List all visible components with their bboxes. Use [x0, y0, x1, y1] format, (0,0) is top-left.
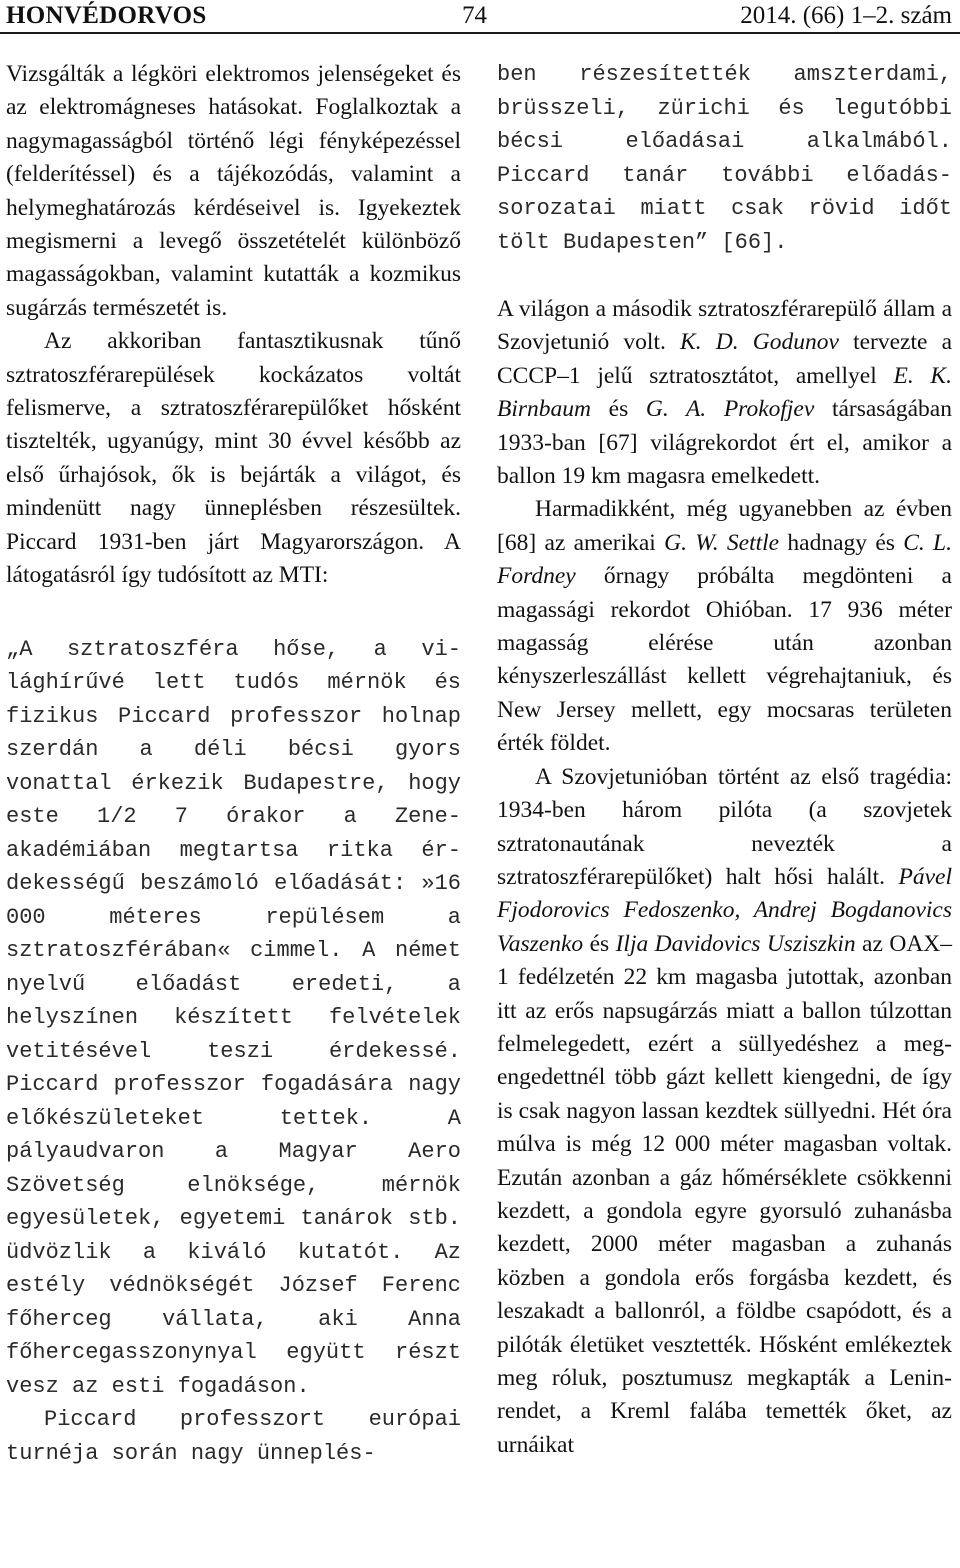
paragraph-research: Vizsgálták a légköri elektromos jelenségeket és az elektromágneses hatásokat. Foglalkoztak a nagymagasságból történő légi fényképezéssel (felderítéssel) és a tájékozódás, valamint a helymeghatározás kérdéseivel is. Igyekeztek megismerni a levegő összetételét különböző magasságokban, valamint kutatták a kozmikus sugárzás természetét is.	[6, 61, 461, 321]
right-column	[497, 58, 952, 1462]
left-column	[6, 58, 461, 1470]
paragraph-tragedy: A Szovjetunióban történt az első tragédia: 1934-ben három pilóta (a szovjetek sztratonautának nevezték a sztratoszférarepülőket) halt hősi halált. Pável Fjodorovics Fedoszenko, Andrej Bogdanovics Vaszenko és Ilja Davidovics Usziszkin az OAX–1 fedélzetén 22 km magasba jutottak, azonban itt az erős napsugárzás miatt a ballon túlzottan felmelegedett, ezért a süllyedéshez a megengedettnél több gázt kellett kiengedni, de így is csak nagyon lassan kezdtek süllyedni. Hét óra múlva is még 12 000 méter magasban voltak. Ezután azonban a gáz hőmérséklete csökkenni kezdett, a gondola egyre gyorsuló zuhanásba kezdett, 2000 méter magasban a zuhanás közben a gondola erős forgásba kezdett, és leszakadt a ballonról, a földbe csapódott, és a pilóták életüket vesztették. Hősként emlékeztek meg róluk, posztumusz megkapták a Lenin-rendet, a Kreml falába temették őket, az urnáikat	[497, 763, 953, 1458]
person-name: K. D. Godunov	[680, 329, 839, 356]
paragraph-american-flight: Harmadikként, még ugyanebben az évben [68] az amerikai G. W. Settle hadnagy és C. L. Fordney őrnagy próbálta megdönteni a magassági rekordot Ohióban. 17 936 méter magasság elérése után azonban kényszerleszállást kellett végrehajtaniuk, és New Jersey mellett, egy mocsaras területen érték földet.	[497, 496, 953, 757]
journal-title: HONVÉDORVOS	[6, 2, 207, 29]
person-name: E. K. Birnbaum	[497, 362, 952, 423]
person-name: C. L. Fordney	[497, 529, 953, 590]
paragraph-soviet-flight: A világon a második sztratoszférarepülő állam a Szovjetunió volt. K. D. Godunov tervezte a CCCP–1 jelű sztratosztátot, amellyel E. K. Birnbaum és G. A. Prokofjev társaságában 1933-ban [67] világrekordot ért el, amikor a ballon 19 km magasra emelkedett.	[497, 296, 953, 490]
paragraph-piccard-visit: Az akkoriban fantasztikusnak tűnő sztratoszférarepülések kockázatos voltát felismerve, a sztratoszférarepülőket hősként tisztelték, ugyanúgy, mint 30 évvel később az első űrhajósok, ők is bejárták a világot, és mindenütt nagy ünneplésben részesültek. Piccard 1931-ben járt Magyarországon. A látogatásról így tudósított az MTI:	[6, 328, 461, 589]
mti-quote: „A sztratoszféra hőse, a világhírűvé lett tudós mérnök és fizikus Piccard professzor holnap szerdán a déli bécsi gyors vonattal érkezik Budapestre, hogy este 1/2 7 órakor a Zeneakadémiában megtartsa ritka érdekességű beszámoló előadását: »16 000 méteres repülésem a sztratoszférában« cimmel. A német nyelvű előadást eredeti, a helyszínen készített felvételek vetitésével teszi érdekessé. Piccard professzor fogadására nagy előkészületeket tettek. A pályaudvaron a Magyar Aero Szövetség elnöksége, mérnök egyesületek, egyetemi tanárok stb. üdvözlik a kiváló kutatót. Az estély védnökségét József Ferenc főherceg vállata, aki Anna főhercegasszonynyal együtt részt vesz az esti fogadáson.	[6, 636, 461, 1399]
page-number: 74	[462, 2, 487, 29]
mti-quote-continued: Piccard professzort európai turnéja során nagy ünneplés-	[6, 1407, 461, 1466]
running-header	[0, 0, 960, 34]
person-names: Pável Fjodorovics Fedoszenko, Andrej Bogdanovics Vaszenko	[497, 863, 952, 957]
mti-quote-end: ben részesítették amszterdami, brüsszeli, zürichi és legutóbbi bécsi előadásai alkalmából. Piccard tanár további előadássorozatai miatt csak rövid időt tölt Budapesten” [66].	[497, 62, 952, 255]
person-name: G. A. Prokofjev	[645, 396, 815, 423]
person-name: G. W. Settle	[664, 529, 780, 556]
issue-info: 2014. (66) 1–2. szám	[740, 2, 952, 29]
person-name: Ilja Davidovics Usziszkin	[615, 930, 856, 957]
